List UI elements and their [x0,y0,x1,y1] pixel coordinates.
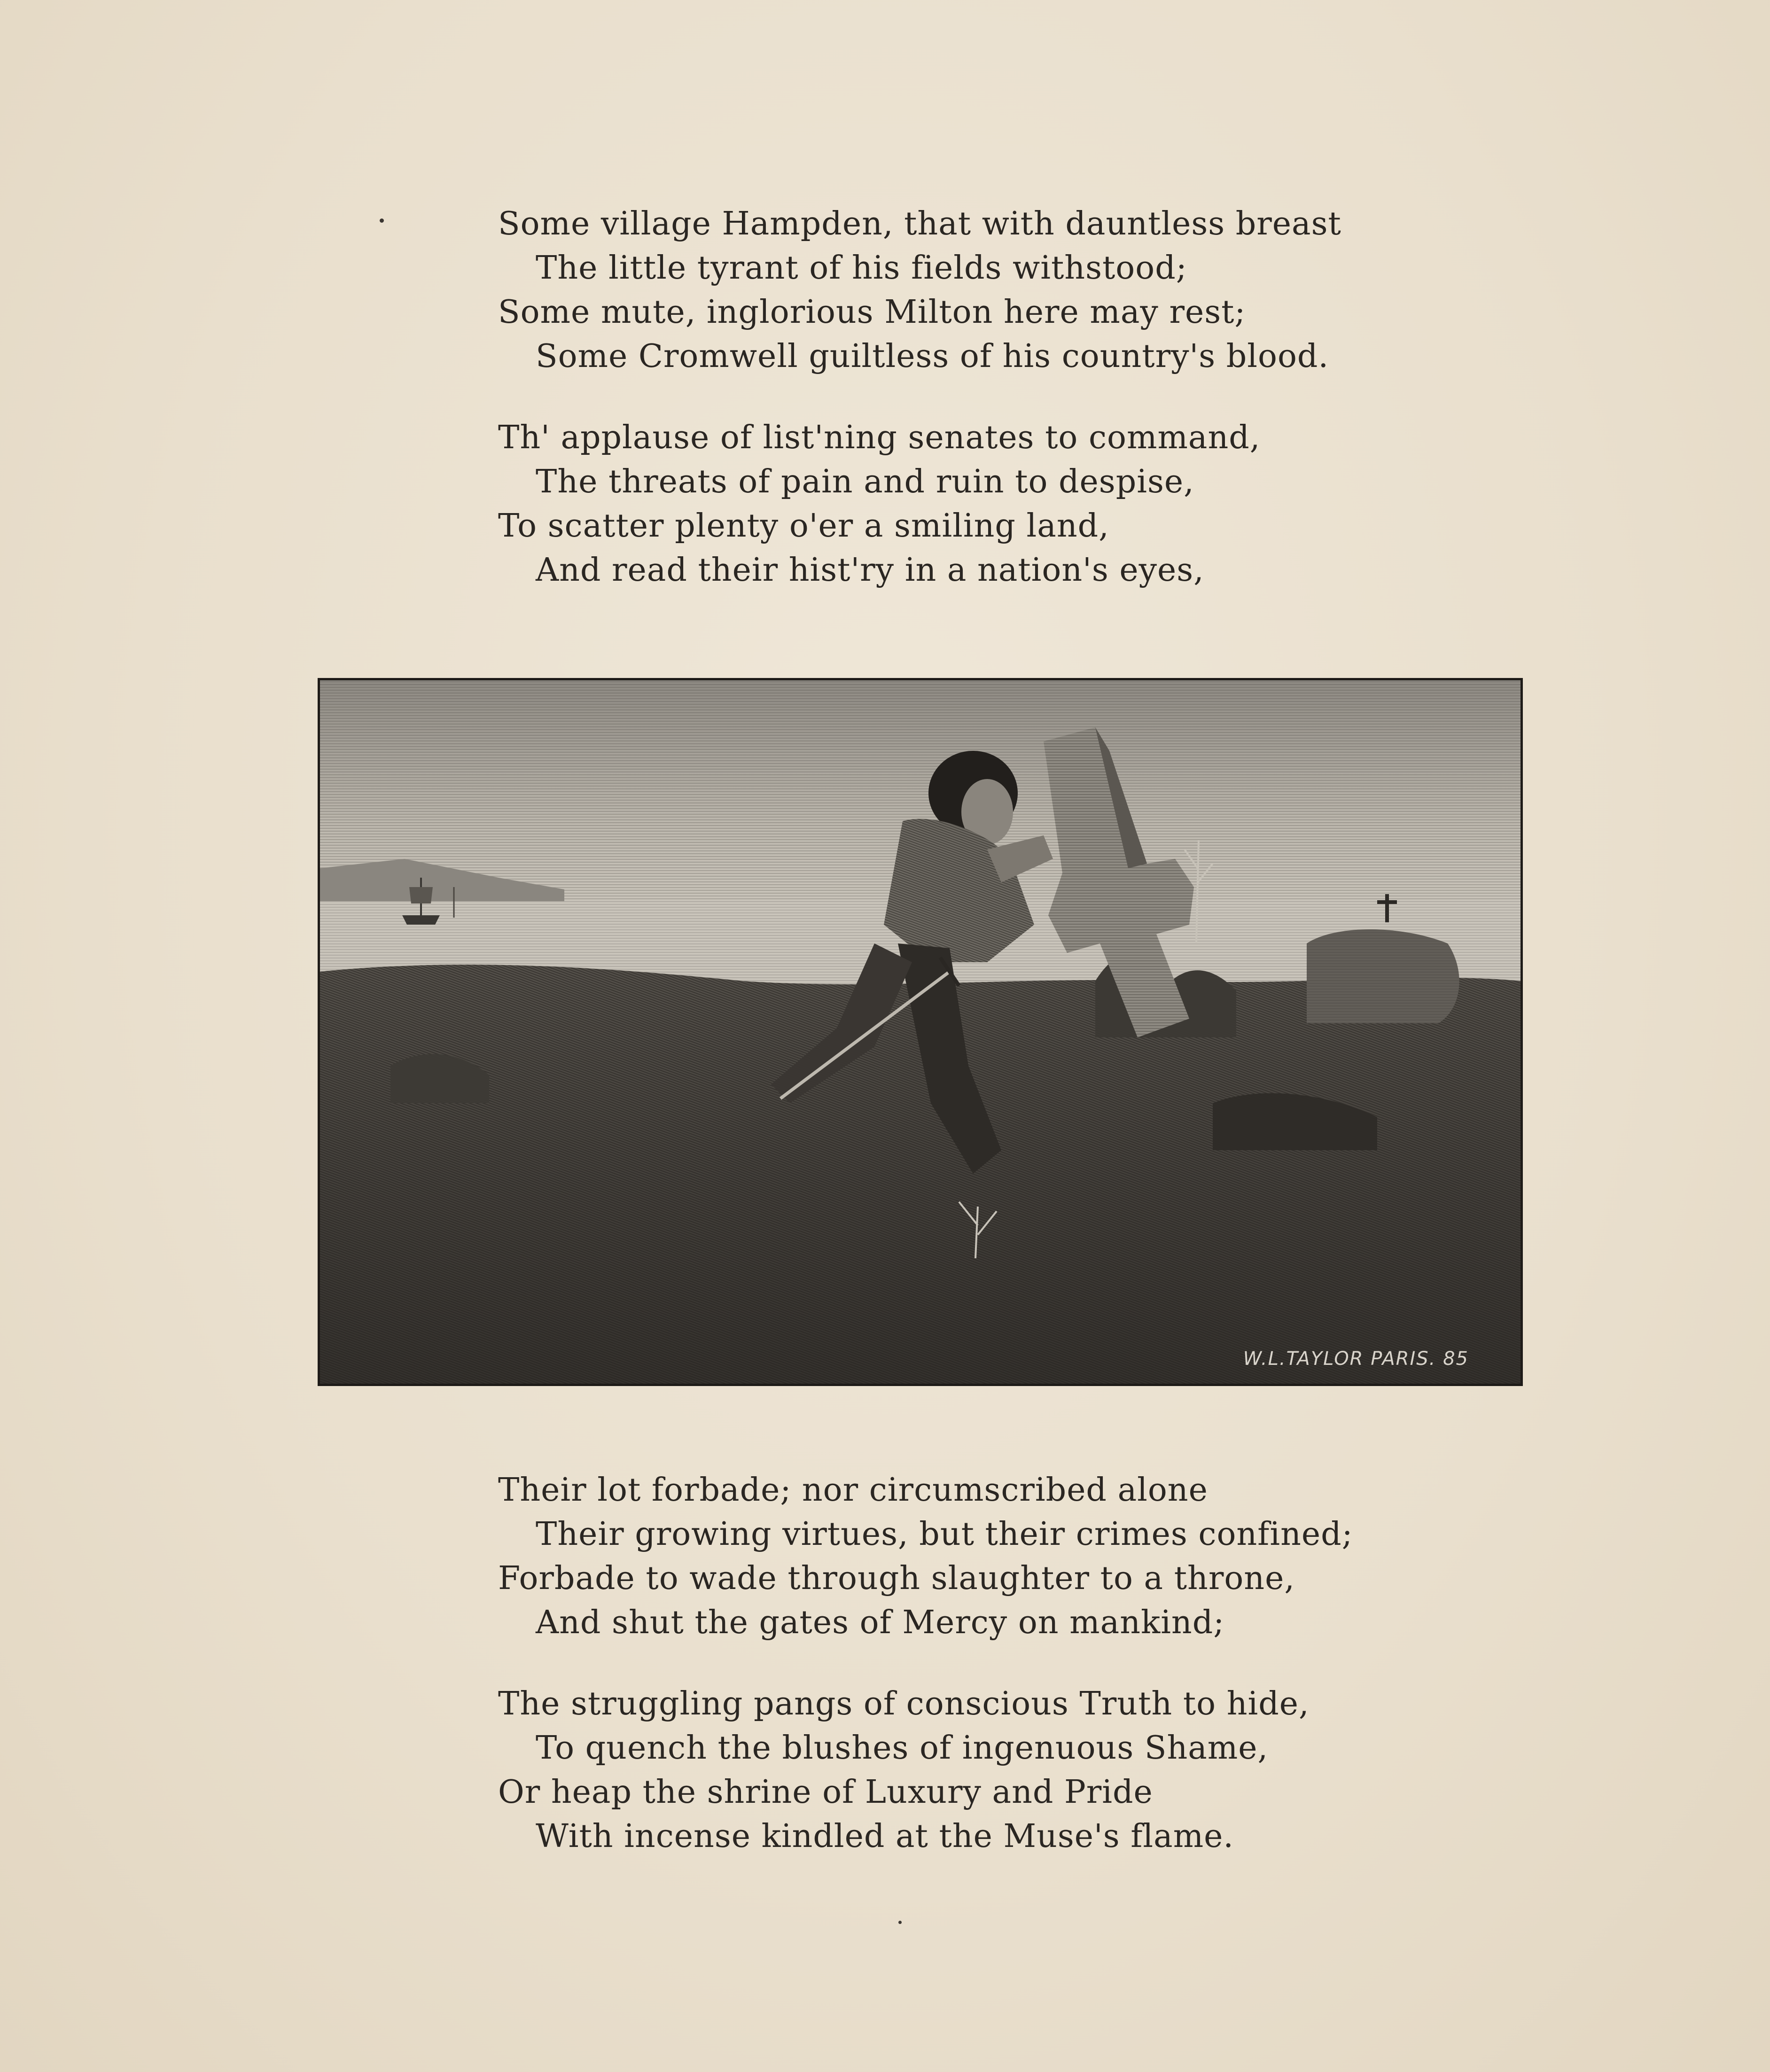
stanza-1 [498,202,1438,379]
poem-line: Forbade to wade through slaughter to a throne, [498,1560,1295,1597]
poem-line: With incense kindled at the Muse's flame. [536,1818,1234,1855]
stanza-4 [498,1682,1438,1859]
poem-line: Their growing virtues, but their crimes confined; [536,1516,1353,1553]
poem-line: The threats of pain and ruin to despise, [536,463,1194,500]
poem-line: Some Cromwell guiltless of his country's blood. [536,338,1329,375]
poem-line: Their lot forbade; nor circumscribed alone [498,1472,1208,1509]
engraving-scene [320,680,1520,1384]
poem-line: The struggling pangs of conscious Truth to hide, [498,1685,1310,1722]
ink-speck [898,1921,902,1924]
poem-line: And shut the gates of Mercy on mankind; [536,1604,1225,1641]
poem-line: To scatter plenty o'er a smiling land, [498,507,1109,545]
poem-line: And read their hist'ry in a nation's eyes, [536,552,1204,589]
poem-line: Some village Hampden, that with dauntless breast [498,205,1341,242]
poem-line: The little tyrant of his fields withstood; [536,249,1187,287]
stanza-3 [498,1468,1438,1645]
engraving-illustration [318,678,1523,1386]
poem-line: Some mute, inglorious Milton here may rest; [498,294,1246,331]
artist-signature: W.L.TAYLOR PARIS. 85 [1243,1348,1469,1370]
stanza-2 [498,416,1438,592]
poem-line: To quench the blushes of ingenuous Shame, [536,1729,1269,1767]
poem-line: Th' applause of list'ning senates to command, [498,419,1261,456]
ink-speck [380,218,384,223]
poem-line: Or heap the shrine of Luxury and Pride [498,1774,1153,1811]
